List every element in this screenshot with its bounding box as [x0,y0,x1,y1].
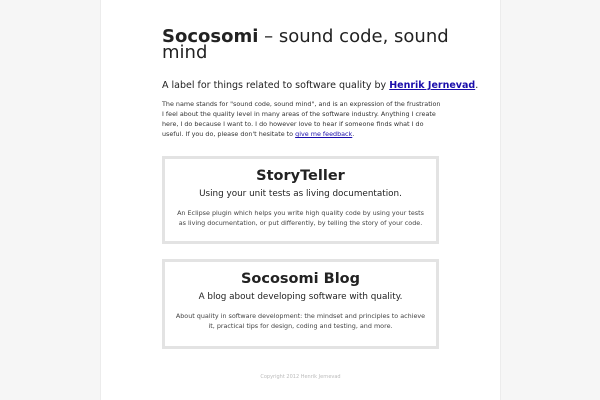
storyteller-card[interactable] [162,156,439,244]
label-description [162,80,478,91]
label-text: A label for things related to software quality by [162,80,390,91]
intro-period: . [352,130,355,138]
card-description: About quality in software development: the mindset and principles to achieve it, practical tips for design, coding and testing, and more. [175,312,426,330]
intro-paragraph [162,99,442,139]
card-subtitle: A blog about developing software with quality. [198,292,403,302]
card-title[interactable]: Socosomi Blog [240,271,361,287]
intro-text: The name stands for "sound code, sound mind", and is an expression of the frustration I feel about the quality level in many areas of the software industry. Anything I create here, I do because I want to. I do however love to hear if someone finds what I do useful. If you do, please don't hesitate to [162,100,441,138]
footer-copyright: Copyright 2012 Henrik Jernevad [260,374,341,380]
feedback-link[interactable]: give me feedback [295,130,353,138]
blog-card[interactable] [162,259,439,349]
page-container [100,0,501,400]
label-period: . [475,80,479,91]
card-description: An Eclipse plugin which helps you write high quality code by using your tests as living documentation, or put differently, by telling the story of your code. [177,209,424,227]
card-subtitle: Using your unit tests as living documentation. [199,189,402,199]
author-link[interactable]: Henrik Jernevad [389,80,476,91]
page-title [162,26,452,63]
card-title[interactable]: StoryTeller [256,168,345,184]
site-brand: Socosomi [162,26,259,47]
site-tagline: – sound code, sound mind [162,26,449,63]
